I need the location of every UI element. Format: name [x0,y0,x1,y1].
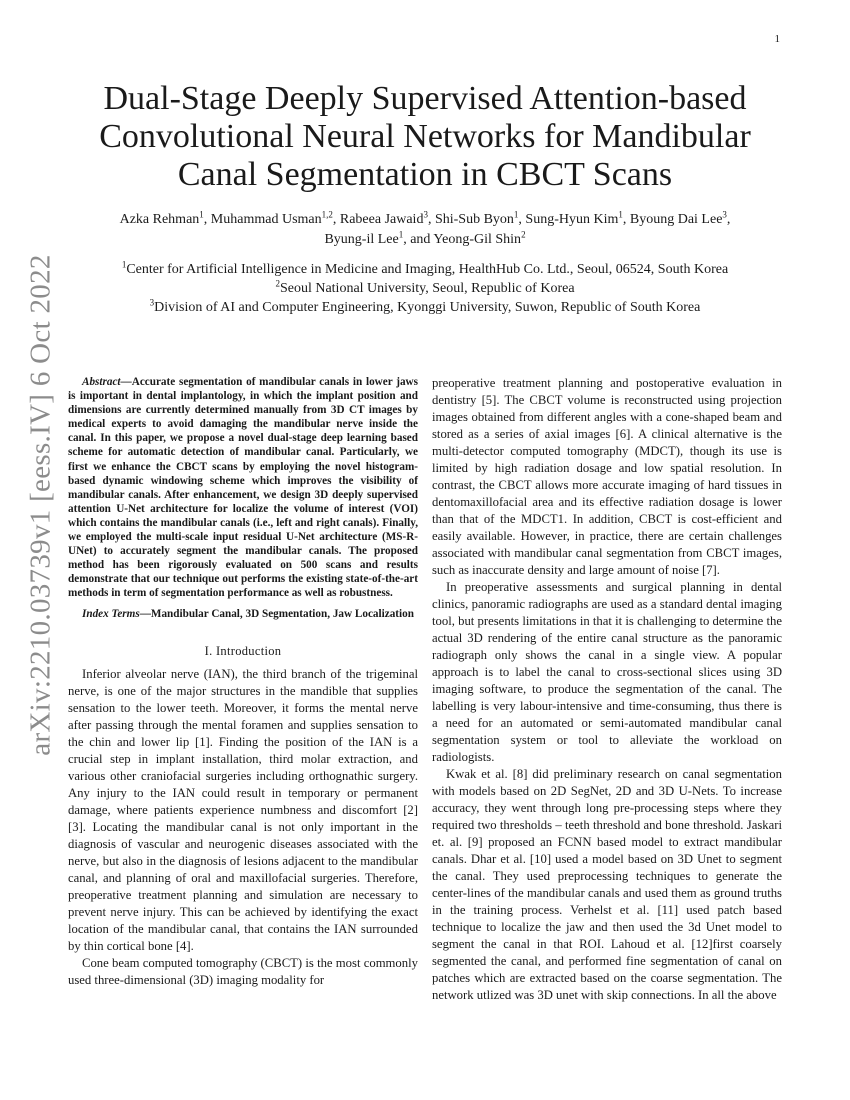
author: Azka Rehman$^1$ [119,209,204,227]
body-paragraph: preoperative treatment planning and postoperative evaluation in dentistry [5]. The CBCT volume is reconstructed using projection images obtained from different angles with a cone-shaped beam and stored as a series of axial images [6]. A clinical alternative is the multi-detector computed tomography (MDCT), though its use is limited by high radiation dosage and low spatial resolution. In contrast, the CBCT allows more accurate imaging of hard tissues in dentomaxillofacial area and its effective radiation dosage is lower than that of the MDCT1. In addition, CBCT is cost-efficient and easily available. However, in practice, there are certain challenges associated with mandibular canal segmentation from CBCT images, such as inaccurate density and large amount of noise [7]. [432,376,782,577]
abstract-label: Abstract [82,376,121,388]
author: Yeong-Gil Shin$^2$ [433,229,526,247]
paper-title: Dual-Stage Deeply Supervised Attention-based Convolutional Neural Networks for Mandibular Canal Segmentation in CBCT Scans [99,80,751,193]
body-paragraph: In preoperative assessments and surgical planning in dental clinics, panoramic radiographs are used as a standard dental imaging tool, but presents limitations in that it is challenging to determine the actual 3D rendering of the entire canal structure as the panoramic radiograph only shows the canal in a single view. A popular approach is to label the canal to cross-sectional slices using 3D imaging software, to produce the segmentation of the canal. The labelling is very labour-intensive and time-consuming, thus there is a need for an automated or semi-automated mandibular canal segmentation system or tool to alleviate the workload on radiologists. [432,580,782,764]
affiliation: $^2$Seoul National University, Seoul, Republic of Korea [275,278,575,296]
right-column [432,375,782,1004]
author: Sung-Hyun Kim$^1$ [525,209,623,227]
page-number: 1 [774,33,780,45]
affiliation: $^3$Division of AI and Computer Engineering, Kyonggi University, Suwon, Republic of South Korea [149,297,701,315]
section-heading-introduction: I. Introduction [204,643,282,658]
affiliation: $^1$Center for Artificial Intelligence in Medicine and Imaging, HealthHub Co. Ltd., Seoul, 06524, South Korea [121,259,729,277]
abstract-text: Accurate segmentation of mandibular canals in lower jaws is important in dental implantology, in which the implant position and dimensions are currently determined manually from 3D CT images by medical experts to avoid damaging the mandibular nerve inside the canal. In this paper, we propose a novel dual-stage deep learning based scheme for automatic detection of mandibular canal. Particularly, we first we enhance the CBCT scans by employing the novel histogram-based dynamic windowing scheme which improves the visibility of mandibular canals. After enhancement, we design 3D deeply supervised attention U-Net architecture for localize the volume of interest (VOI) which contains the mandibular canals (i.e., left and right canals). Finally, we employed the multi-scale input residual U-Net architecture (MS-R-UNet) to accurately segment the mandibular canals. The proposed method has been rigorously evaluated on 500 scans and results demonstrate that our technique out performs the existing state-of-the-art methods in term of segmentation performance as well as robustness. [68,376,418,600]
author: Muhammad Usman$^{1,2}$ [210,209,333,227]
author-list: Azka Rehman$^1$, Muhammad Usman$^{1,2}$, Rabeea Jawaid$^3$, Shi-Sub Byon$^1$, Sung-Hyun Kim$^1$, Byoung Dai Lee$^3$, Byung-il Lee$^1$, and Yeong-Gil Shin$^2$ [119,209,731,247]
abstract: Abstract—Accurate segmentation of mandibular canals in lower jaws is important in dental implantology, in which the implant position and dimensions are currently determined manually from 3D CT images by medical experts to avoid damaging the mandibular nerve inside the canal. In this paper, we propose a novel dual-stage deep learning based scheme for automatic detection of mandibular canal. Particularly, we first we enhance the CBCT scans by employing the novel histogram-based dynamic windowing scheme which improves the visibility of mandibular canals. After enhancement, we design 3D deeply supervised attention U-Net architecture for localize the volume of interest (VOI) which contains the mandibular canals (i.e., left and right canals). Finally, we employed the multi-scale input residual U-Net architecture (MS-R-UNet) to accurately segment the mandibular canals. The proposed method has been rigorously evaluated on 500 scans and results demonstrate that our technique out performs the existing state-of-the-art methods in term of segmentation performance as well as robustness. [68,376,418,600]
body-paragraph: Inferior alveolar nerve (IAN), the third branch of the trigeminal nerve, is one of the major structures in the mandible that supplies sensation to the lower teeth. Moreover, it forms the mental nerve after passing through the mental foramen and supplies sensation to the chin and lower lip [1]. Finding the position of the IAN is a crucial step in implant installation, third molar extraction, and various other craniofacial surgeries including orthognathic surgery. Any injury to the IAN could result in temporary or permanent damage, where patients experience numbness and discomfort [2] [3]. Locating the mandibular canal is not only important in the diagnosis of vascular and neurogenic diseases associated with the nerve, but also in the diagnosis of lesions adjacent to the mandibular canal, and planning of oral and maxillofacial surgeries. Therefore, preoperative treatment planning and simulation are necessary to prevent nerve injury. This can be achieved by identifying the exact location of the mandibular canal, that contains the IAN surrounded by thin cortical bone [4]. [68,666,418,953]
arxiv-stamp [20,254,62,756]
author: Rabeea Jawaid$^3$ [339,209,428,227]
body-paragraph: Cone beam computed tomography (CBCT) is the most commonly used three-dimensional (3D) imaging modality for [68,955,418,987]
index-terms-label: Index Terms [82,607,140,620]
arxiv-stamp-text: arXiv:2210.03739v1 [eess.IV] 6 Oct 2022 [24,254,57,756]
author: Byoung Dai Lee$^3$ [629,209,727,227]
index-terms: Index Terms—Mandibular Canal, 3D Segmentation, Jaw Localization [82,607,414,620]
affiliation-list [75,260,775,317]
body-paragraph: Kwak et al. [8] did preliminary research on canal segmentation with models based on 2D SegNet, 2D and 3D U-Nets. To increase accuracy, they went through long pre-processing steps where they required two thresholds – teeth threshold and bone threshold. Jaskari et. al. [9] proposed an FCNN based model to extract mandibular canals. Dhar et al. [10] used a model based on 3D Unet to segment the canal. They used preprocessing techniques to generate the center-lines of the mandibular canals and used them as ground truths in the training process. Verhelst et al. [11] used patch based technique to localize the jaw and then used the 3d Unet model to segment the canal in that ROI. Lahoud et al. [12]first coarsely segmented the canal, and performed fine segmentation of canal on patches which are extracted based on the coarse segmentation. The network utlized was 3D unet with skip connections. In all the above [432,767,782,1002]
left-column [68,375,418,989]
author: Shi-Sub Byon$^1$ [434,209,519,227]
author: Byung-il Lee$^1$ [324,229,404,247]
index-terms-text: Mandibular Canal, 3D Segmentation, Jaw Localization [150,607,414,620]
